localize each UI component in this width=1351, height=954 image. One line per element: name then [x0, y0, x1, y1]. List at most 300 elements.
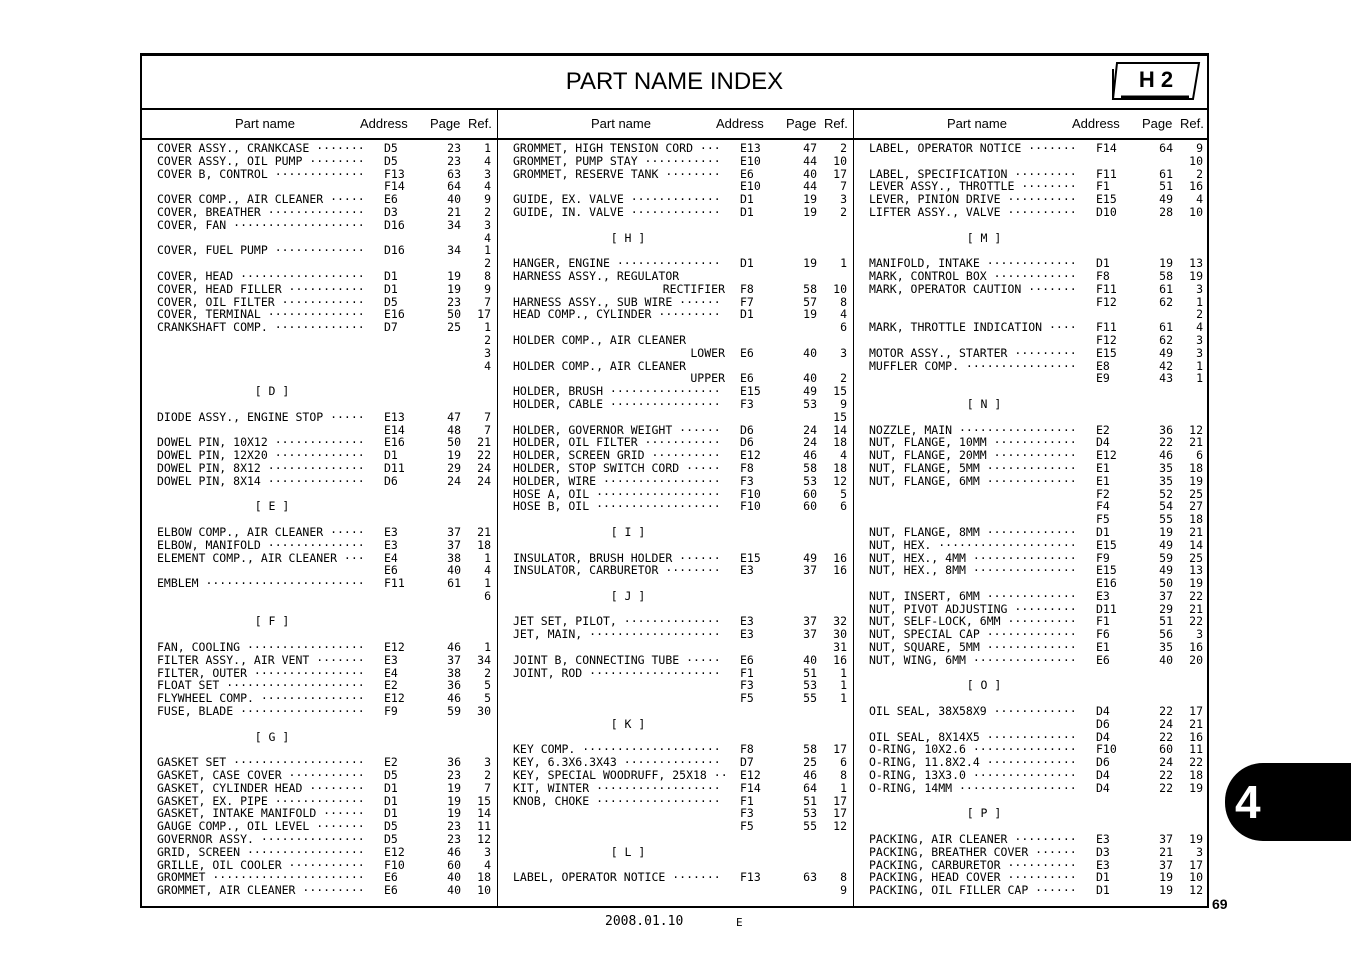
part-address: D5 [384, 294, 398, 309]
part-ref: 18 [1189, 768, 1203, 783]
part-page: 62 [1159, 332, 1173, 347]
part-address: D1 [1096, 256, 1110, 271]
table-row [854, 628, 1209, 641]
part-name: OIL SEAL, 38X58X9 ············ [869, 705, 1077, 718]
table-row [854, 347, 1209, 360]
part-page: 38 [447, 665, 461, 680]
part-address: D6 [740, 422, 754, 437]
part-name: O-RING, 10X2.6 ··············· [869, 743, 1077, 757]
part-name: HOLDER, STOP SWITCH CORD ····· [513, 461, 721, 475]
part-address: E4 [384, 665, 398, 680]
part-name: COVER, OIL FILTER ············ [157, 295, 365, 309]
part-name: KEY, 6.3X6.3X43 ·············· [513, 756, 721, 770]
part-name: KNOB, CHOKE ·················· [513, 794, 721, 808]
part-ref: 14 [833, 422, 847, 437]
table-row [854, 526, 1209, 539]
part-name: GASKET, EX. PIPE ············· [157, 794, 365, 808]
table-row [142, 654, 497, 667]
part-name: GROMMET ······················ [157, 871, 365, 885]
part-page: 62 [1159, 294, 1173, 309]
table-row [854, 180, 1209, 193]
part-ref: 12 [833, 819, 847, 834]
part-ref: 9 [484, 192, 491, 207]
table-row [142, 833, 497, 846]
part-page: 61 [1159, 166, 1173, 181]
table-row [142, 692, 497, 705]
part-ref: 10 [1189, 204, 1203, 219]
part-name: LIFTER ASSY., VALVE ·········· [869, 205, 1077, 219]
part-address: D1 [384, 793, 398, 808]
section-heading [854, 398, 1209, 411]
table-row [498, 871, 853, 884]
header-address: Address [360, 116, 408, 131]
part-address: E4 [384, 550, 398, 565]
part-ref: 1 [1196, 358, 1203, 373]
part-ref: 1 [840, 665, 847, 680]
part-name: FLYWHEEL COMP. ··············· [157, 692, 365, 706]
blank-line [498, 219, 853, 232]
part-page: 25 [447, 320, 461, 335]
part-ref: 1 [484, 243, 491, 258]
section-heading [498, 590, 853, 603]
part-name: ELBOW, MANIFOLD ·············· [157, 538, 365, 552]
part-address: D1 [384, 268, 398, 283]
part-ref: 1 [840, 780, 847, 795]
part-ref: 1 [840, 691, 847, 706]
part-page: 37 [803, 563, 817, 578]
part-ref: 2 [840, 371, 847, 386]
section-letter: [ L ] [610, 844, 646, 859]
part-page: 49 [1159, 192, 1173, 207]
part-name: NUT, INSERT, 6MM ············· [869, 589, 1077, 603]
part-page: 19 [803, 256, 817, 271]
table-row [854, 500, 1209, 513]
part-page: 56 [1159, 627, 1173, 642]
part-name: JET, MAIN, ··················· [513, 628, 721, 642]
part-page: 22 [1159, 704, 1173, 719]
part-ref: 21 [1189, 435, 1203, 450]
blank-line [142, 718, 497, 731]
part-ref: 22 [1189, 588, 1203, 603]
part-name-continuation: UPPER [690, 371, 725, 386]
part-name: GUIDE, EX. VALVE ············· [513, 193, 721, 206]
part-address: F8 [1096, 268, 1110, 283]
table-row [498, 743, 853, 756]
part-page: 35 [1159, 460, 1173, 475]
part-address: E16 [1096, 576, 1117, 591]
part-address: F3 [740, 473, 754, 488]
part-name: JET SET, PILOT, ·············· [513, 615, 721, 629]
part-ref: 4 [484, 358, 491, 373]
table-row [498, 424, 853, 437]
part-page: 61 [447, 576, 461, 591]
part-page: 19 [1159, 524, 1173, 539]
blank-line [854, 795, 1209, 808]
part-address: F1 [740, 793, 754, 808]
part-name: JOINT B, CONNECTING TUBE ····· [513, 653, 721, 667]
part-address: E2 [1096, 422, 1110, 437]
part-ref: 8 [840, 768, 847, 783]
part-address: F12 [1096, 294, 1117, 309]
table-row [854, 513, 1209, 526]
section-letter: [ D ] [254, 384, 290, 399]
table-row [142, 590, 497, 603]
part-address: E2 [384, 755, 398, 770]
part-address: E12 [384, 640, 405, 655]
part-name: PACKING, OIL FILLER CAP ······ [869, 884, 1077, 898]
part-address: E6 [740, 345, 754, 360]
part-ref: 19 [1189, 268, 1203, 283]
part-page: 37 [1159, 588, 1173, 603]
part-ref: 3 [840, 192, 847, 207]
part-page: 59 [447, 704, 461, 719]
part-address: F11 [384, 576, 405, 591]
part-page: 44 [803, 153, 817, 168]
part-address: E12 [740, 448, 761, 463]
part-name: LEVER ASSY., THROTTLE ········ [869, 180, 1077, 194]
part-page: 49 [803, 384, 817, 399]
part-ref: 21 [1189, 524, 1203, 539]
part-ref: 10 [833, 281, 847, 296]
blank-line [498, 577, 853, 590]
part-ref: 2 [484, 768, 491, 783]
part-address: D1 [740, 256, 754, 271]
table-row [142, 296, 497, 309]
part-address: F11 [1096, 166, 1117, 181]
part-page: 40 [803, 166, 817, 181]
part-address: E6 [1096, 652, 1110, 667]
part-name: COVER, BREATHER ·············· [157, 205, 365, 219]
table-row [142, 168, 497, 181]
part-ref: 21 [1189, 716, 1203, 731]
table-row [142, 155, 497, 168]
part-page: 23 [447, 819, 461, 834]
part-page: 57 [803, 294, 817, 309]
blank-line [854, 411, 1209, 424]
part-page: 63 [803, 870, 817, 885]
table-row [854, 334, 1209, 347]
part-page: 24 [803, 422, 817, 437]
index-column-2 [498, 142, 853, 897]
part-ref: 3 [840, 345, 847, 360]
part-name: GROMMET, HIGH TENSION CORD ··· [513, 142, 721, 155]
part-address: E6 [384, 883, 398, 898]
blank-line [498, 539, 853, 552]
part-name: O-RING, 11.8X2.4 ············· [869, 756, 1077, 770]
blank-line [142, 488, 497, 501]
table-row [498, 641, 853, 654]
part-name: HOLDER COMP., AIR CLEANER [513, 359, 687, 373]
part-page: 58 [803, 742, 817, 757]
table-row [854, 270, 1209, 283]
part-address: F14 [384, 179, 405, 194]
part-name: INSULATOR, CARBURETOR ········ [513, 564, 721, 578]
part-name: GASKET, CASE COVER ··········· [157, 769, 365, 782]
table-row [498, 552, 853, 565]
table-row [854, 193, 1209, 206]
part-name: MUFFLER COMP. ················ [869, 359, 1077, 373]
part-page: 29 [1159, 601, 1173, 616]
part-name: HARNESS ASSY., REGULATOR [513, 269, 680, 283]
part-address: F14 [1096, 141, 1117, 155]
part-ref: 1 [840, 256, 847, 271]
part-page: 50 [1159, 576, 1173, 591]
table-row [854, 769, 1209, 782]
header-address: Address [1072, 116, 1120, 131]
part-address: F10 [1096, 742, 1117, 757]
part-address: F11 [1096, 320, 1117, 335]
part-ref: 18 [1189, 460, 1203, 475]
part-address: D5 [384, 832, 398, 847]
section-letter: [ G ] [254, 729, 290, 744]
table-row [498, 398, 853, 411]
table-row [498, 436, 853, 449]
part-name: HOLDER COMP., AIR CLEANER [513, 333, 687, 347]
table-row [142, 859, 497, 872]
part-name: COVER, HEAD ·················· [157, 269, 365, 283]
part-page: 58 [803, 460, 817, 475]
part-page: 53 [803, 806, 817, 821]
part-page: 53 [803, 396, 817, 411]
part-address: D5 [384, 768, 398, 783]
table-row [854, 296, 1209, 309]
part-address: D3 [384, 204, 398, 219]
blank-line [854, 820, 1209, 833]
part-name: KIT, WINTER ·················· [513, 781, 721, 795]
table-row [142, 206, 497, 219]
part-ref: 17 [1189, 857, 1203, 872]
table-row [498, 884, 853, 897]
part-page: 49 [1159, 537, 1173, 552]
part-page: 37 [447, 537, 461, 552]
section-heading [854, 807, 1209, 820]
table-row [498, 347, 853, 360]
part-page: 34 [447, 217, 461, 232]
part-page: 28 [1159, 204, 1173, 219]
part-ref: 18 [477, 870, 491, 885]
part-page: 21 [1159, 844, 1173, 859]
part-ref: 4 [484, 857, 491, 872]
part-address: F6 [1096, 627, 1110, 642]
table-row [498, 449, 853, 462]
part-ref: 18 [833, 435, 847, 450]
blank-line [854, 667, 1209, 680]
table-row [854, 654, 1209, 667]
part-name: GROMMET, RESERVE TANK ········ [513, 167, 721, 181]
part-name: EMBLEM ······················· [157, 577, 365, 590]
part-ref: 27 [1189, 499, 1203, 514]
table-row [142, 436, 497, 449]
section-letter: [ O ] [966, 678, 1002, 693]
table-row [142, 232, 497, 245]
part-page: 36 [447, 755, 461, 770]
part-address: D4 [1096, 704, 1110, 719]
part-page: 24 [803, 435, 817, 450]
part-name: NOZZLE, MAIN ················· [869, 423, 1077, 437]
part-name: NUT, HEX., 8MM ··············· [869, 564, 1077, 578]
part-address: D5 [384, 819, 398, 834]
part-name: GASKET SET ··················· [157, 756, 365, 770]
part-ref: 15 [833, 384, 847, 399]
part-address: F8 [740, 281, 754, 296]
table-row [854, 552, 1209, 565]
chapter-tab: 4 [1225, 763, 1351, 841]
part-address: F1 [1096, 614, 1110, 629]
part-ref: 17 [833, 793, 847, 808]
blank-line [854, 219, 1209, 232]
part-name: INSULATOR, BRUSH HOLDER ······ [513, 551, 721, 565]
table-row [498, 628, 853, 641]
part-ref: 3 [484, 166, 491, 181]
table-row [854, 283, 1209, 296]
part-page: 23 [447, 141, 461, 155]
part-ref: 1 [484, 141, 491, 155]
part-address: E15 [1096, 537, 1117, 552]
table-row [142, 462, 497, 475]
part-ref: 8 [840, 870, 847, 885]
table-row [142, 552, 497, 565]
section-letter: [ J ] [610, 588, 646, 603]
part-page: 49 [1159, 563, 1173, 578]
blank-line [142, 372, 497, 385]
part-ref: 5 [484, 678, 491, 693]
table-row [498, 321, 853, 334]
column-header-3 [854, 108, 1209, 138]
table-row [854, 871, 1209, 884]
part-address: F1 [1096, 179, 1110, 194]
part-name: COVER, HEAD FILLER ··········· [157, 282, 365, 296]
part-page: 19 [447, 793, 461, 808]
table-row [142, 807, 497, 820]
table-row [142, 564, 497, 577]
part-page: 60 [803, 486, 817, 501]
part-page: 19 [447, 780, 461, 795]
table-row [498, 206, 853, 219]
part-ref: 31 [833, 640, 847, 655]
part-name: PACKING, CARBURETOR ·········· [869, 858, 1077, 872]
table-row [854, 372, 1209, 385]
part-name: GOVERNOR ASSY. ··············· [157, 833, 365, 846]
part-ref: 4 [484, 230, 491, 245]
column-headers [142, 108, 1207, 140]
part-ref: 10 [1189, 870, 1203, 885]
part-page: 19 [447, 448, 461, 463]
part-address: D3 [1096, 844, 1110, 859]
part-page: 25 [803, 755, 817, 770]
part-ref: 1 [484, 640, 491, 655]
part-name: COVER COMP., AIR CLEANER ····· [157, 193, 365, 206]
part-name: NUT, FLANGE, 5MM ············· [869, 461, 1077, 475]
part-name: HOLDER, GOVERNOR WEIGHT ······ [513, 423, 721, 437]
part-page: 49 [1159, 345, 1173, 360]
header-address: Address [716, 116, 764, 131]
table-row [498, 475, 853, 488]
part-page: 46 [447, 640, 461, 655]
part-address: E6 [740, 371, 754, 386]
table-row [854, 641, 1209, 654]
part-ref: 17 [833, 742, 847, 757]
part-ref: 2 [1196, 307, 1203, 322]
part-name: O-RING, 14MM ················· [869, 781, 1077, 795]
table-row [142, 539, 497, 552]
part-ref: 5 [484, 691, 491, 706]
part-address: D4 [1096, 435, 1110, 450]
footer-date: 2008.01.10 [605, 914, 684, 929]
part-ref: 3 [484, 345, 491, 360]
part-address: E6 [384, 870, 398, 885]
part-address: E15 [1096, 345, 1117, 360]
part-address: F13 [740, 870, 761, 885]
part-page: 52 [1159, 486, 1173, 501]
part-ref: 14 [1189, 537, 1203, 552]
part-ref: 8 [484, 268, 491, 283]
part-name: JOINT, ROD ··················· [513, 666, 721, 680]
part-address: D1 [1096, 524, 1110, 539]
table-row [854, 449, 1209, 462]
table-row [854, 206, 1209, 219]
table-row [142, 884, 497, 897]
part-ref: 16 [833, 652, 847, 667]
part-name: HEAD COMP., CYLINDER ········· [513, 308, 721, 322]
part-page: 22 [1159, 768, 1173, 783]
header-part-name: Part name [235, 116, 295, 131]
part-ref: 1 [1196, 294, 1203, 309]
part-ref: 2 [1196, 166, 1203, 181]
header-page: Page [430, 116, 461, 131]
part-page: 37 [1159, 832, 1173, 847]
part-address: E1 [1096, 460, 1110, 475]
part-name: FUSE, BLADE ·················· [157, 705, 365, 718]
part-page: 40 [447, 883, 461, 898]
blank-line [498, 603, 853, 616]
blank-line [498, 513, 853, 526]
part-name: GUIDE, IN. VALVE ············· [513, 205, 721, 219]
part-name: FILTER ASSY., AIR VENT ······· [157, 653, 365, 667]
part-name: NUT, FLANGE, 20MM ············ [869, 449, 1077, 462]
section-heading [498, 718, 853, 731]
table-row [854, 705, 1209, 718]
part-ref: 12 [1189, 422, 1203, 437]
part-address: E13 [740, 141, 761, 155]
part-ref: 34 [477, 652, 491, 667]
part-ref: 7 [484, 780, 491, 795]
table-row [498, 679, 853, 692]
part-page: 40 [1159, 652, 1173, 667]
part-page: 47 [447, 409, 461, 424]
part-ref: 21 [1189, 601, 1203, 616]
part-page: 19 [447, 281, 461, 296]
part-ref: 19 [1189, 832, 1203, 847]
part-address: F8 [740, 460, 754, 475]
part-ref: 4 [484, 563, 491, 578]
part-ref: 7 [484, 294, 491, 309]
section-heading [142, 615, 497, 628]
table-row [498, 462, 853, 475]
part-address: E1 [1096, 473, 1110, 488]
section-letter: [ H ] [610, 230, 646, 245]
part-address: D4 [1096, 780, 1110, 795]
table-row [854, 488, 1209, 501]
part-ref: 1 [484, 320, 491, 335]
part-address: D1 [384, 448, 398, 463]
part-ref: 22 [1189, 755, 1203, 770]
part-name: ELEMENT COMP., AIR CLEANER ··· [157, 551, 365, 565]
table-row [498, 654, 853, 667]
table-row [854, 308, 1209, 321]
table-row [498, 411, 853, 424]
table-row [142, 347, 497, 360]
part-ref: 3 [484, 844, 491, 859]
